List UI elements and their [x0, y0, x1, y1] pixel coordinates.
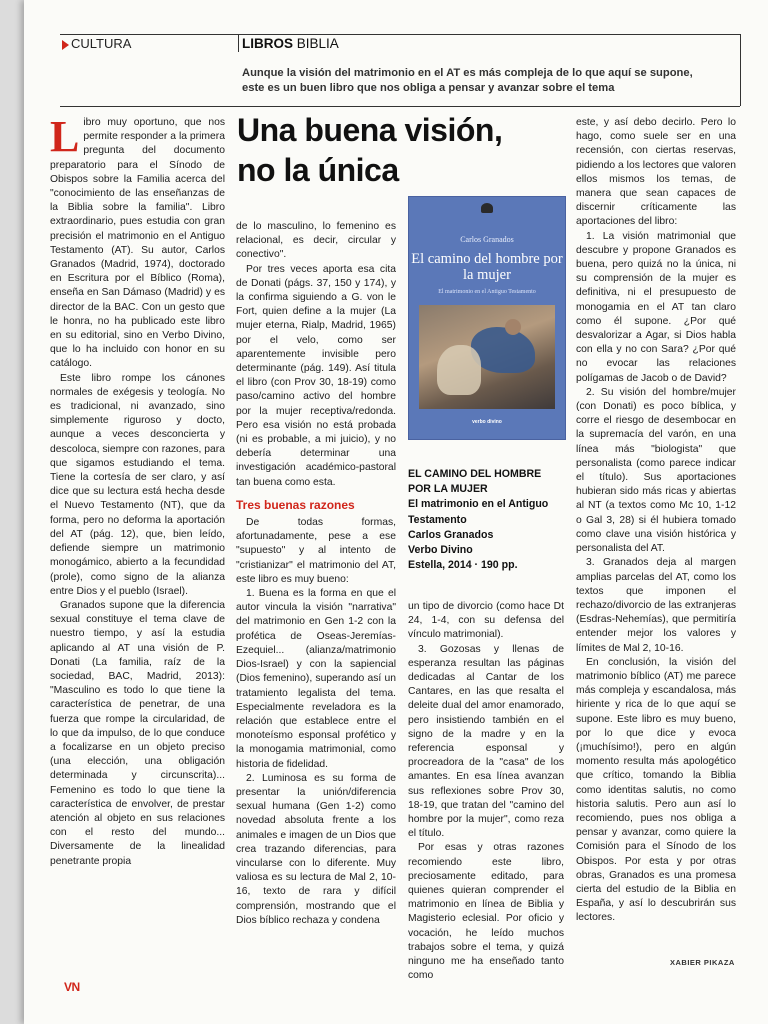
column-2-paragraph: 2. Luminosa es su forma de presentar la unión/diferencia sexual humana (Gen 1-2) como novedad absoluta frente a los animales e imagen de un Dios que crea trazando diferencias, para vincularse con lo diferente. Muy valiosa es su lectura de Mal 2, 10-16, texto de rara y difícil comprensión, mostrando que el Dios bíblico rechaza y condena	[236, 772, 396, 926]
book-info	[408, 467, 578, 573]
books-label-bold: LIBROS	[242, 36, 294, 51]
triangle-marker-icon	[62, 40, 69, 50]
column-4	[576, 116, 736, 956]
column-1-paragraph: Libro muy oportuno, que nos permite responder a la primera pregunta del documento preparatorio para el Sínodo de Obispos sobre la Familia acerca del "conocimiento de las enseñanzas de la Biblia sobre la familia". Libro extraordinario, pues estudia con gran precisión el matrimonio en el Antiguo Testamento (AT). Su autor, Carlos Granados (Madrid, 1974), doctorado en Escritura por el Bíblico (Roma), enseña en San Dámaso (Madrid) y es director de la BAC. Con un gesto que le honra, no ha publicado este libro en su editorial, sino en Verbo Divino, que lo ha incluido con honor en su catálogo.	[50, 112, 225, 370]
book-info-subtitle: Testamento	[408, 513, 467, 526]
cover-publisher: verbo divino	[472, 419, 502, 425]
deck	[242, 66, 742, 96]
column-4-paragraph: 3. Granados deja al margen amplias parcelas del AT, como los textos que imponen el rechazo/divorcio de las extranjeras (Esdras-Nehemías), que permitiría entender mejor los valores y límites de Mal 2, 10-16.	[576, 557, 736, 654]
book-info-place: Estella, 2014 · 190 pp.	[408, 559, 518, 572]
column-2-paragraph: De todas formas, afortunadamente, pese a ese "supuesto" y al intento de "cristianizar" el matrimonio del AT, este libro es muy bueno:	[236, 517, 396, 585]
book-info-title: EL CAMINO DEL HOMBRE	[408, 468, 542, 480]
book-info-author: Carlos Granados	[408, 528, 494, 541]
headline-line-2: no la única	[237, 152, 399, 188]
column-3-paragraph: un tipo de divorcio (como hace Dt 24, 1-4, con su defensa del vínculo matrimonial).	[408, 601, 564, 641]
column-3-paragraph: Por esas y otras razones recomiendo este libro, preciosamente editado, para quienes quieran comprender el matrimonio en línea de Biblia y Magisterio eclesial. Por oficio y vocación, he leído muchos trabajos sobre el tema, y quizá ninguno me ha enseñado tanto como	[408, 842, 564, 982]
header-bottom-rule	[60, 106, 740, 107]
deck-line-1: Aunque la visión del matrimonio en el AT es más compleja de lo que aquí se supone,	[242, 67, 693, 79]
column-2	[236, 220, 396, 968]
column-4-paragraph: 1. La visión matrimonial que descubre y propone Granados es buena, pero quizá no la única, ni su comprensión de la mujer es definitiva, ni el presupuesto de monogamia en el AT tan claro como él supone. ¿Por qué desvalorizar a Agar, si Dios habla con ella y no con Sara? ¿Por qué no evocar las relaciones polígamas de Jacob o de David?	[576, 230, 736, 384]
column-4-paragraph: 2. Su visión del hombre/mujer (con Donati) es poco bíblica, y corre el riesgo de desembocar en la supremacía del varón, en una línea más "biologista" que personalista (como parece indicar el título). Sus aportaciones hubieran sido más ricas y abiertas al NT (a textos como Mc 10, 1-12 o Gal 3, 28) si él hubiera tomado como clave una visión histórica y personalista del AT.	[576, 386, 736, 555]
painting-figure	[505, 319, 521, 335]
column-4-paragraph: este, y así debo decirlo. Pero lo hago, como suele ser en una recensión, con ciertas reservas, pidiendo a los lectores que valoren ellos mismos los temas, de manera que sean capaces de discernir críticamente las aportaciones del libro:	[576, 117, 736, 228]
magazine-page	[24, 0, 768, 1024]
column-3	[408, 600, 564, 982]
drop-cap: L	[50, 112, 80, 161]
subheading: Tres buenas razones	[236, 497, 355, 512]
column-1	[50, 112, 225, 968]
column-1-paragraph: Granados supone que la diferencia sexual constituye el tema clave de nuestro tiempo, y así la estudia aplicando al AT una visión de P. Donati (La familia, raíz de la sociedad, BAC, Madrid, 2013): "Masculino es todo lo que tiene la característica de penetrar, de una fuerza que rompe la circularidad, de lo que da impulso, de lo que conduce a focalizarse en un objeto preciso (una elección, una obligación determinada y circunscrita)... Femenino es todo lo que tiene la característica de envolver, de prestar atención al objeto en sus relaciones con el resto del mundo... Diversamente de la linealidad penetrante propia	[50, 599, 225, 867]
books-label-rest: BIBLIA	[293, 36, 339, 51]
column-4-paragraph: En conclusión, la visión del matrimonio bíblico (AT) me parece más compleja y escandalosa, más hiriente y rica de lo que aquí se supone. Este libro es muy bueno, por lo que dice y evoca (¡muchísimo!), pero en algún momento resulta más apologético que crítico, tomando la Biblia como identitas salutis, no como historia salutis. Pero aun así lo recomiendo, pues nos obliga a pensar y avanzar, como quiere la Comisión para el Sínodo de los Obispos. Por esta y por otras obras, Granados es una promesa cierta del estudio de la Biblia en España, y así lo descubrirán sus lectores.	[576, 656, 736, 924]
book-info-publisher: Verbo Divino	[408, 544, 473, 557]
section-name: CULTURA	[71, 36, 132, 51]
column-2-paragraph: 1. Buena es la forma en que el autor vincula la visión "narrativa" del matrimonio en Gen 1-2 con la profética de Oseas-Jeremías-Ezequiel... (alianza/matrimonio Dios-Israel) y con la sapiencial (Dios femenino), superando así un tratamiento legalista del tema. Especialmente reveladora es la relación que establece entre el monoteísmo esponsal profético y la monogamia matrimonial, como historia de fidelidad.	[236, 588, 396, 770]
cover-title: El camino del hombre por la mujer	[411, 251, 563, 283]
section-label	[62, 36, 131, 51]
cover-author: Carlos Granados	[460, 235, 514, 244]
books-label	[242, 36, 339, 51]
book-cover	[408, 196, 566, 440]
column-2-paragraph: de lo masculino, lo femenino es relacional, es decir, circular y conectivo".	[236, 221, 396, 261]
header-divider	[238, 34, 239, 52]
author-signature: XABIER PIKAZA	[670, 958, 735, 967]
magazine-logo: VN	[64, 980, 80, 994]
deck-line-2: este es un buen libro que nos obliga a pensar y avanzar sobre el tema	[242, 82, 615, 94]
cover-painting	[419, 305, 555, 409]
column-3-paragraph: 3. Gozosas y llenas de esperanza resultan las páginas dedicadas al Cantar de los Cantares, en las que resalta el deleite dual del amor enamorado, pero insistiendo también en el signo de la madre y en la referencia esponsal y procreadora de la "casa" de los amantes. En esa línea avanzan sus reflexiones sobre Prov 30, 18-19, que tratan del "camino del hombre por la mujer", como reza el título.	[408, 643, 564, 840]
column-2-paragraph: Por tres veces aporta esa cita de Donati (págs. 37, 150 y 174), y la confirma siguiendo a G. von le Fort, quien define a la mujer (La mujer eterna, Rialp, Madrid, 1965) por el velo, como ser aparentemente invisible pero determinante (pág. 149). Así titula el libro (con Prov 30, 18-19) como paso/camino activo del hombre por la mujer receptiva/redonda. Pero esa visión no está probada (ni es probable, a mi juicio), y no debería determinar una investigación académico-pastoral tan buena como esta.	[236, 263, 396, 488]
tree-logo-icon	[481, 203, 493, 213]
top-rule	[60, 34, 740, 35]
book-info-title: POR LA MUJER	[408, 483, 488, 496]
painting-figure	[437, 345, 481, 395]
headline	[237, 110, 502, 190]
cover-subtitle: El matrimonio en el Antiguo Testamento	[438, 289, 536, 295]
headline-line-1: Una buena visión,	[237, 112, 503, 148]
book-info-subtitle: El matrimonio en el Antiguo	[408, 498, 549, 511]
column-1-paragraph: Este libro rompe los cánones normales de exégesis y teología. No es tradicional, ni avanzado, sino simplemente riguroso y docto, aunque a veces desconcierta y descoloca, siempre con razones, para que sigamos estudiando el tema. Tiene la cortesía de ser claro, y así dice que su lectura está hecha desde el Nuevo Testamento (NT), que da forma, pero no deforma la aportación del AT (pág. 12), que, bien leído, defiende siempre un matrimonio monogámico, abierto a la fecundidad (prole), como signo de la alianza entre Dios y el pueblo (Israel).	[50, 372, 225, 597]
